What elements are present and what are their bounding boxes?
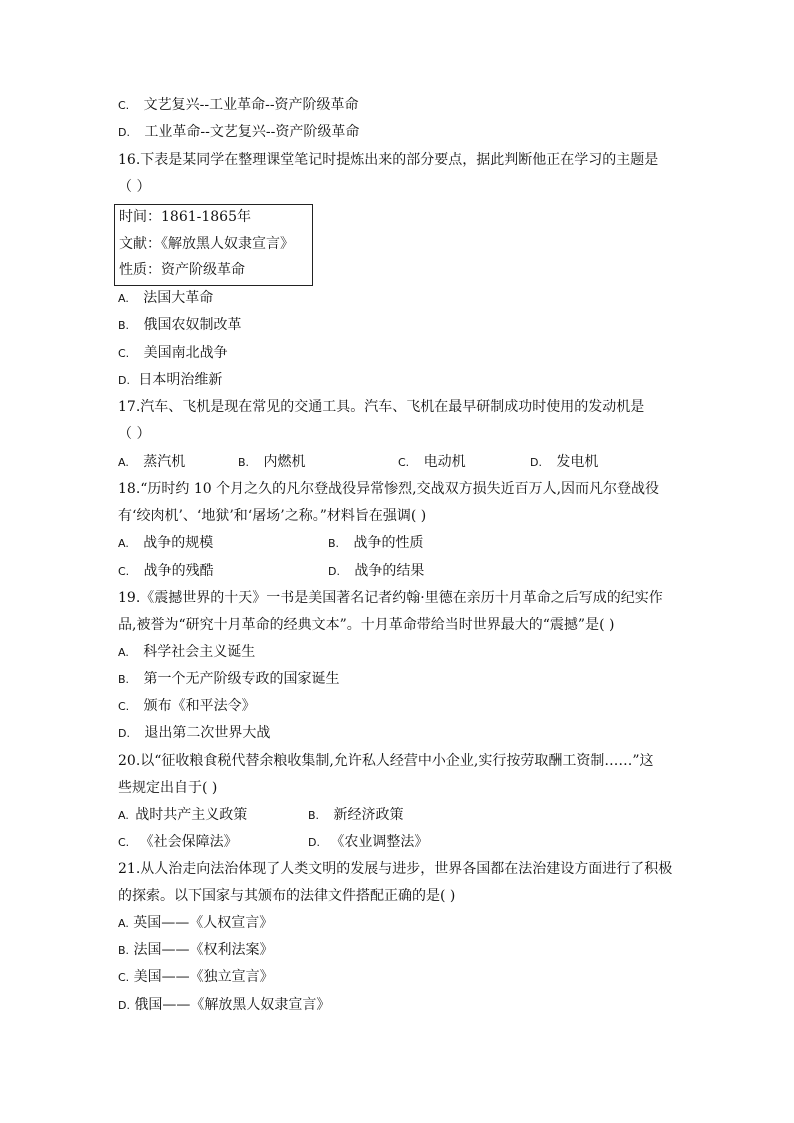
- q19-option-a: [118, 642, 255, 663]
- q16-option-c: [118, 343, 228, 364]
- q20-option-d: [308, 832, 428, 853]
- q20-stem-line2: 些规定出自于( ): [118, 780, 218, 796]
- option-text: 退出第二次世界大战: [144, 725, 271, 741]
- option-text: 俄国农奴制改革: [143, 317, 242, 333]
- q16-stem-line2: （ ）: [118, 179, 151, 195]
- option-text: 日本明治维新: [138, 372, 223, 388]
- option-label: A.: [118, 537, 129, 550]
- option-text: 科学社会主义诞生: [143, 644, 256, 660]
- q16-notes-table: [114, 204, 313, 286]
- option-text: 战争的规模: [143, 535, 214, 551]
- notes-row-nature: 性质：资产阶级革命: [119, 262, 245, 278]
- q20-option-b: [308, 805, 404, 826]
- option-label: D.: [328, 565, 340, 578]
- option-text: 美国——《独立宣言》: [133, 969, 274, 985]
- option-label: B.: [328, 537, 340, 550]
- q17-option-d: [530, 452, 598, 473]
- option-label: D.: [118, 126, 130, 139]
- option-text: 新经济政策: [333, 807, 404, 823]
- q16-option-b: [118, 315, 242, 336]
- option-text: 法国——《权利法案》: [133, 942, 274, 958]
- q19-stem-line2: 品,被誉为“研究十月革命的经典文本”。十月革命带给当时世界最大的“震撼”是( ): [118, 617, 615, 633]
- option-text: 战争的性质: [353, 535, 424, 551]
- option-label: C.: [118, 565, 130, 578]
- option-label: D.: [118, 374, 130, 387]
- option-label: A.: [118, 917, 129, 930]
- q18-option-a: [118, 533, 213, 554]
- option-text: 俄国——《解放黑人奴隶宣言》: [134, 997, 331, 1013]
- option-label: C.: [118, 347, 130, 360]
- option-text: 发电机: [556, 454, 599, 470]
- q21-stem-line2: 的探索。以下国家与其颁布的法律文件搭配正确的是( ): [118, 888, 456, 904]
- option-text: 《农业调整法》: [330, 834, 429, 850]
- option-text: 第一个无产阶级专政的国家诞生: [143, 671, 340, 687]
- notes-row-time: 时间：1861-1865年: [119, 209, 251, 225]
- option-label: C.: [118, 971, 130, 984]
- option-text: 内燃机: [263, 454, 306, 470]
- q19-option-b: [118, 669, 340, 690]
- option-label: D.: [308, 836, 320, 849]
- q16-option-a: [118, 288, 213, 309]
- q20-stem-line1: 20.以“征收粮食税代替余粮收集制,允许私人经营中小企业,实行按劳取酬工资制……”这: [118, 753, 654, 769]
- option-label: C.: [118, 836, 130, 849]
- q19-option-c: [118, 696, 256, 717]
- q21-option-d: [118, 995, 330, 1016]
- q17-option-a: [118, 452, 185, 473]
- option-text: 英国——《人权宣言》: [133, 915, 274, 931]
- q16-option-d: [118, 370, 222, 391]
- q21-stem-line1: 21.从人治走向法治体现了人类文明的发展与进步，世界各国都在法治建设方面进行了积极: [118, 861, 673, 877]
- option-text: 文艺复兴--工业革命--资产阶级革命: [143, 97, 359, 113]
- option-label: A.: [118, 456, 129, 469]
- option-label: D.: [530, 456, 542, 469]
- option-label: C.: [398, 456, 410, 469]
- option-label: B.: [118, 944, 130, 957]
- option-label: B.: [118, 319, 130, 332]
- q21-option-c: [118, 967, 274, 988]
- option-label: C.: [118, 99, 130, 112]
- option-label: C.: [118, 700, 130, 713]
- option-label: B.: [118, 673, 130, 686]
- option-text: 战争的结果: [354, 563, 425, 579]
- option-text: 电动机: [423, 454, 466, 470]
- q20-option-a: [118, 805, 247, 826]
- option-label: A.: [118, 292, 129, 305]
- option-text: 法国大革命: [143, 290, 214, 306]
- option-label: A.: [118, 809, 129, 822]
- q15-option-d: [118, 122, 359, 143]
- q19-option-d: [118, 723, 270, 744]
- q17-option-c: [398, 452, 466, 473]
- q17-stem-line2: （ ）: [118, 426, 151, 442]
- q21-option-b: [118, 940, 274, 961]
- q16-stem-line1: 16.下表是某同学在整理课堂笔记时提炼出来的部分要点，据此判断他正在学习的主题是: [118, 152, 659, 168]
- option-label: B.: [238, 456, 250, 469]
- q18-stem-line1: 18.“历时约 10 个月之久的凡尔登战役异常惨烈,交战双方损失近百万人,因而凡尔登战役: [118, 481, 660, 497]
- option-text: 战争的残酷: [143, 563, 214, 579]
- option-text: 美国南北战争: [143, 345, 228, 361]
- q18-option-b: [328, 533, 424, 554]
- notes-row-document: 文献：《解放黑人奴隶宣言》: [119, 236, 294, 252]
- option-text: 《社会保障法》: [139, 834, 238, 850]
- q15-option-c: [118, 95, 359, 116]
- option-text: 颁布《和平法令》: [143, 698, 256, 714]
- q18-option-d: [328, 561, 424, 582]
- option-label: B.: [308, 809, 320, 822]
- option-label: D.: [118, 727, 130, 740]
- q19-stem-line1: 19.《震撼世界的十天》一书是美国著名记者约翰·里德在亲历十月革命之后写成的纪实作: [118, 590, 663, 606]
- option-text: 战时共产主义政策: [135, 807, 248, 823]
- option-label: D.: [118, 999, 130, 1012]
- q18-stem-line2: 有‘绞肉机’、‘地狱’和‘屠场’之称。”材料旨在强调( ): [118, 508, 427, 524]
- option-label: A.: [118, 646, 129, 659]
- option-text: 蒸汽机: [143, 454, 186, 470]
- q17-option-b: [238, 452, 306, 473]
- q17-stem-line1: 17.汽车、飞机是现在常见的交通工具。汽车、飞机在最早研制成功时使用的发动机是: [118, 399, 645, 415]
- option-text: 工业革命--文艺复兴--资产阶级革命: [144, 124, 360, 140]
- q20-option-c: [118, 832, 238, 853]
- q21-option-a: [118, 913, 273, 934]
- q18-option-c: [118, 561, 214, 582]
